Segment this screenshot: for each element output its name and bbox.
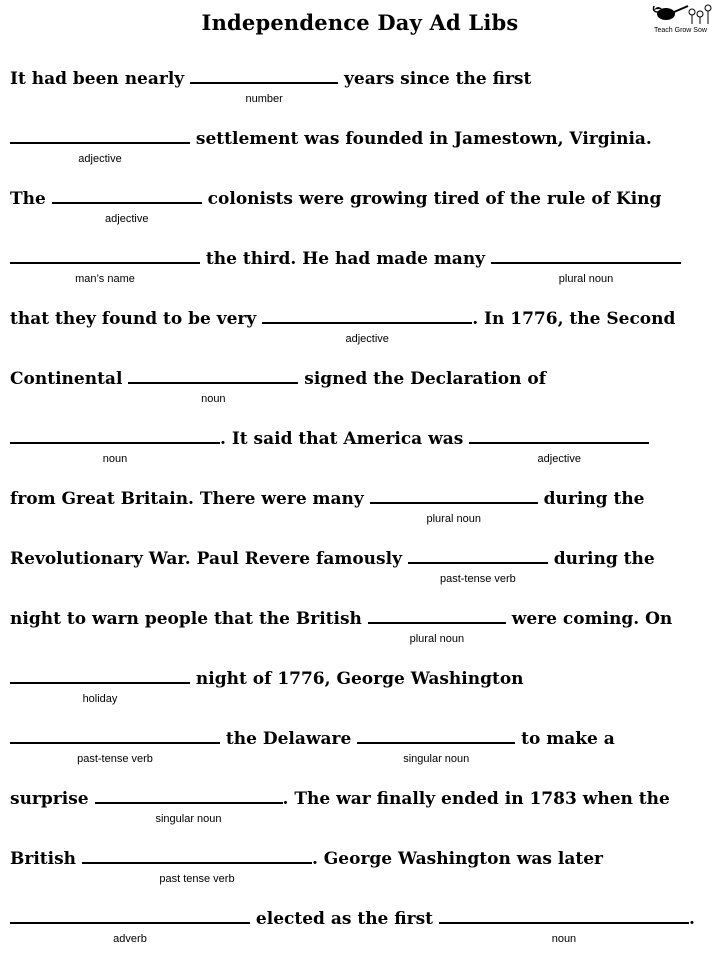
story-line [10,186,661,209]
answer-blank[interactable] [128,366,298,384]
story-line [10,666,524,689]
answer-blank[interactable] [82,846,312,864]
story-text: were coming. On [505,609,673,629]
answer-blank[interactable] [10,906,250,924]
story-text: . The war finally ended in 1783 when the [282,789,670,809]
blank-hint-label: adjective [105,213,149,225]
answer-blank[interactable] [408,546,548,564]
story-line [10,846,603,869]
story-text: years since the first [338,69,532,89]
story-text: settlement was founded in Jamestown, Virginia. [190,129,652,149]
story-line [10,486,645,509]
story-text: the Delaware [220,729,358,749]
story-text: It had been nearly [10,69,191,89]
blank-hint-label: number [245,93,283,105]
story-text: signed the Declaration of [298,369,547,389]
story-text: that they found to be very [10,309,263,329]
story-line [10,366,546,389]
blank-hint-label: noun [201,393,226,405]
blank-hint-label: singular noun [403,753,470,765]
answer-blank[interactable] [469,426,649,444]
story-text: night of 1776, George Washington [190,669,524,689]
story-line [10,126,652,149]
story-text: night to warn people that the British [10,609,368,629]
story-text: . George Washington was later [311,849,604,869]
blank-hint-label: adjective [345,333,389,345]
story-text: . [688,909,695,929]
story-text: elected as the first [250,909,439,929]
blank-hint-label: plural noun [426,513,481,525]
story-text: during the [537,489,645,509]
story-line [10,546,655,569]
story-text: The [10,189,52,209]
story-line [10,66,531,89]
story-line [10,906,695,929]
answer-blank[interactable] [10,246,200,264]
answer-blank[interactable] [368,606,506,624]
answer-blank[interactable] [370,486,538,504]
answer-blank[interactable] [95,786,283,804]
answer-blank[interactable] [10,726,220,744]
answer-blank[interactable] [439,906,689,924]
blank-hint-label: past-tense verb [77,753,153,765]
answer-blank[interactable] [10,426,220,444]
blank-hint-label: holiday [82,693,118,705]
answer-blank[interactable] [357,726,515,744]
blank-hint-label: plural noun [409,633,465,645]
story-text: Continental [10,369,129,389]
blank-hint-label: past tense verb [159,873,235,885]
story-text: surprise [10,789,95,809]
answer-blank[interactable] [10,126,190,144]
blank-hint-label: noun [551,933,577,945]
story-text: . It said that America was [220,429,470,449]
story-line [10,246,681,269]
story-text: Revolutionary War. Paul Revere famously [10,549,408,569]
blank-hint-label: past-tense verb [439,573,516,585]
story-line [10,426,649,449]
blank-hint-label: adjective [78,153,122,165]
blank-hint-label: adjective [537,453,581,465]
story-text: British [10,849,82,869]
logo-text: Teach Grow Sow [654,27,707,34]
answer-blank[interactable] [491,246,681,264]
story-line [10,606,672,629]
blank-hint-label: plural noun [558,273,614,285]
story-line [10,786,670,809]
answer-blank[interactable] [262,306,472,324]
answer-blank[interactable] [10,666,190,684]
story-line [10,726,615,749]
story-text: the third. He had made many [200,249,491,269]
story-text: during the [547,549,655,569]
blank-hint-label: singular noun [155,813,222,825]
story-text: from Great Britain. There were many [10,489,370,509]
answer-blank[interactable] [190,66,338,84]
story-text: . In 1776, the Second [472,309,676,329]
blank-hint-label: noun [102,453,128,465]
page-title: Independence Day Ad Libs [201,10,519,35]
answer-blank[interactable] [52,186,202,204]
story-text: colonists were growing tired of the rule of King [201,189,662,209]
story-text: to make a [515,729,615,749]
blank-hint-label: man’s name [75,273,135,285]
story-line [10,306,675,329]
blank-hint-label: adverb [113,933,147,945]
